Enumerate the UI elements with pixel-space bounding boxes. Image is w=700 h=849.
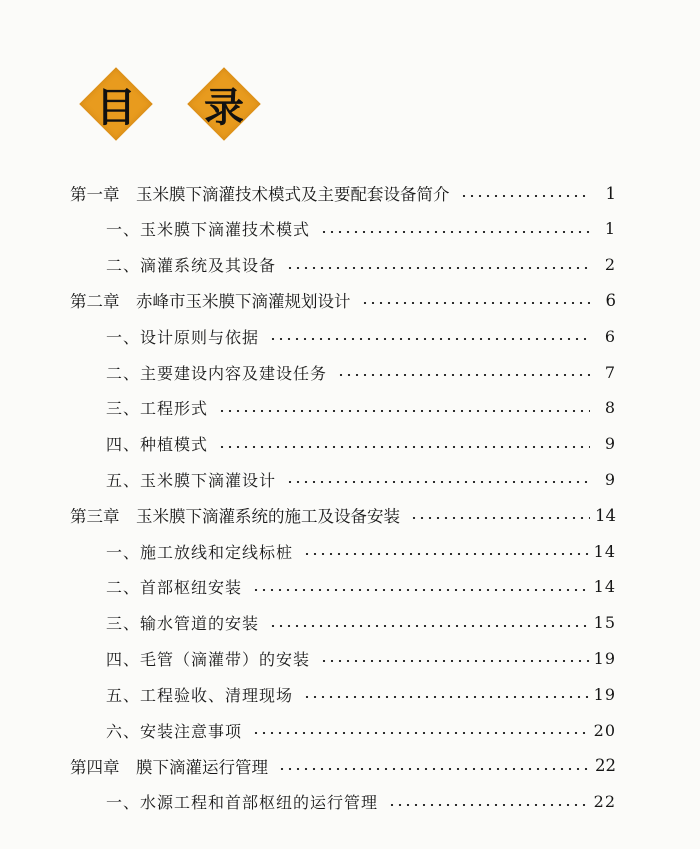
toc-entry-label: 一、玉米膜下滴灌技术模式 — [106, 220, 311, 240]
toc-entry-label: 第一章 玉米膜下滴灌技术模式及主要配套设备简介 — [70, 185, 450, 204]
toc-page-number: 14 — [593, 577, 616, 597]
toc-page-number: 22 — [595, 756, 616, 776]
toc-section-entry — [106, 250, 616, 280]
toc-section-entry — [106, 787, 616, 817]
dot-leader — [410, 517, 590, 519]
heading-diamond-2 — [188, 68, 260, 140]
dot-leader — [218, 410, 590, 412]
toc-section-entry — [106, 214, 616, 244]
toc-entry-label: 二、首部枢纽安装 — [106, 578, 243, 598]
heading-char-2: 录 — [204, 84, 244, 131]
toc-section-entry — [106, 321, 616, 351]
toc-page-number: 2 — [604, 255, 616, 275]
dot-leader — [337, 374, 590, 376]
toc-chapter-entry — [70, 500, 616, 530]
dot-leader — [269, 338, 590, 340]
dot-leader — [303, 696, 590, 698]
dot-leader — [320, 660, 590, 662]
toc-section-entry — [106, 643, 616, 673]
toc-entry-label: 一、设计原则与依据 — [106, 327, 260, 347]
toc-page-number: 20 — [593, 720, 616, 740]
toc-page-number: 1 — [605, 183, 616, 203]
toc-entry-label: 第三章 玉米膜下滴灌系统的施工及设备安装 — [70, 507, 400, 527]
toc-chapter-entry — [70, 751, 616, 781]
toc-section-entry — [106, 536, 616, 566]
toc-section-entry — [106, 608, 616, 638]
toc-page-number: 7 — [604, 362, 616, 382]
heading-diamond-1 — [80, 68, 152, 140]
toc-section-entry — [106, 429, 616, 459]
dot-leader — [303, 553, 590, 555]
toc-section-entry — [106, 679, 616, 709]
toc-entry-label: 四、种植模式 — [106, 435, 209, 455]
dot-leader — [286, 481, 590, 483]
toc-entry-label: 第四章 膜下滴灌运行管理 — [70, 757, 268, 777]
dot-leader — [252, 732, 590, 734]
dot-leader — [278, 768, 590, 770]
dot-leader — [388, 804, 590, 806]
toc-entry-label: 三、输水管道的安装 — [106, 614, 260, 634]
dot-leader — [218, 446, 590, 448]
toc-entry-label: 四、毛管（滴灌带）的安装 — [106, 649, 311, 669]
dot-leader — [361, 302, 591, 304]
toc-page-number: 9 — [604, 469, 616, 489]
dot-leader — [320, 231, 590, 233]
toc-section-entry — [106, 464, 616, 494]
toc-section-entry — [106, 572, 616, 602]
toc-entry-label: 二、滴灌系统及其设备 — [106, 256, 277, 276]
toc-section-entry — [106, 715, 616, 745]
dot-leader — [460, 195, 591, 197]
toc-chapter-entry — [70, 285, 616, 315]
heading-char-1: 目 — [96, 84, 136, 131]
toc-section-entry — [106, 393, 616, 423]
toc-chapter-entry — [70, 178, 616, 208]
toc-page-number: 15 — [593, 613, 616, 633]
toc-page-number: 19 — [593, 648, 616, 668]
toc-page-number: 6 — [604, 326, 616, 346]
toc-page-number: 8 — [604, 398, 616, 418]
toc-section-entry — [106, 357, 616, 387]
toc-page-number: 14 — [595, 505, 616, 525]
toc-entry-label: 五、玉米膜下滴灌设计 — [106, 470, 277, 490]
toc-entry-label: 三、工程形式 — [106, 399, 209, 419]
toc-page-number: 1 — [604, 219, 616, 239]
toc-entry-label: 二、主要建设内容及建设任务 — [106, 363, 328, 383]
toc-page-number: 19 — [593, 684, 616, 704]
toc-entry-label: 一、施工放线和定线标桩 — [106, 542, 294, 562]
dot-leader — [252, 589, 590, 591]
toc-entry-label: 六、安装注意事项 — [106, 721, 243, 741]
toc-entry-label: 一、水源工程和首部枢纽的运行管理 — [106, 793, 379, 813]
toc-page-number: 22 — [593, 792, 616, 812]
toc-page-number: 9 — [604, 434, 616, 454]
toc-entry-label: 第二章 赤峰市玉米膜下滴灌规划设计 — [70, 292, 351, 312]
toc-page-number: 6 — [605, 290, 616, 310]
dot-leader — [286, 267, 590, 269]
toc-entry-label: 五、工程验收、清理现场 — [106, 685, 294, 705]
dot-leader — [269, 625, 590, 627]
toc-page-number: 14 — [593, 541, 616, 561]
toc-heading — [62, 68, 382, 140]
